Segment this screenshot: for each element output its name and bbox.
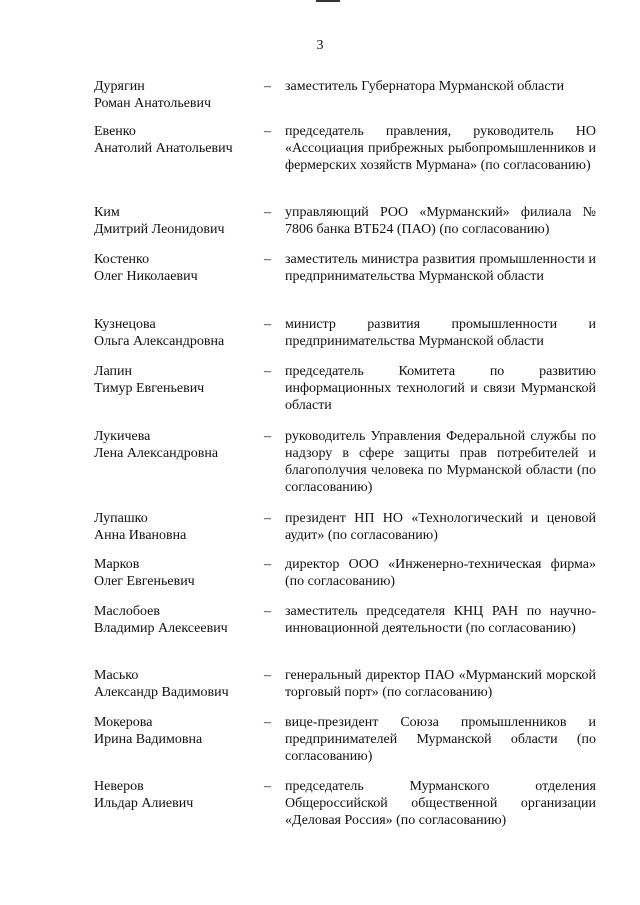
dash-separator: – [264, 79, 271, 94]
member-surname: Лукичева [94, 429, 151, 444]
member-role: заместитель министра развития промышленности и предпринимательства Мурманской области [285, 252, 596, 284]
member-name [94, 667, 264, 701]
member-surname: Дурягин [94, 79, 145, 94]
dash-separator: – [264, 429, 271, 444]
member-given-name: Олег Евгеньевич [94, 574, 195, 589]
member-surname: Маслобоев [94, 604, 160, 619]
page-number: 3 [316, 38, 324, 53]
member-given-name: Олег Николаевич [94, 269, 198, 284]
member-given-name: Владимир Алексеевич [94, 621, 228, 636]
dash-separator: – [264, 364, 271, 379]
member-given-name: Ильдар Алиевич [94, 796, 194, 811]
member-surname: Неверов [94, 779, 144, 794]
member-name [94, 510, 264, 544]
member-role: директор ООО «Инженерно-техническая фирма» (по согласованию) [285, 557, 596, 589]
member-role: заместитель Губернатора Мурманской области [285, 79, 565, 94]
member-name [94, 556, 264, 590]
member-surname: Костенко [94, 252, 150, 267]
member-name [94, 363, 264, 397]
member-role: министр развития промышленности и предпринимательства Мурманской области [285, 317, 596, 349]
dash-separator: – [264, 779, 271, 794]
member-given-name: Тимур Евгеньевич [94, 381, 205, 396]
member-surname: Марков [94, 557, 140, 572]
member-name [94, 428, 264, 462]
member-name [94, 123, 264, 157]
member-role: председатель Мурманского отделения Общероссийской общественной организации «Деловая Россия» (по согласованию) [285, 779, 596, 828]
member-given-name: Александр Вадимович [94, 685, 229, 700]
member-given-name: Лена Александровна [94, 446, 219, 461]
member-surname: Евенко [94, 124, 136, 139]
member-surname: Лапин [94, 364, 133, 379]
member-name [94, 78, 264, 112]
member-surname: Ким [94, 205, 120, 220]
member-role: председатель правления, руководитель НО «Ассоциация прибрежных рыбопромышленников и фермерских хозяйств Мурмана» (по согласованию) [285, 124, 596, 173]
member-name [94, 603, 264, 637]
dash-separator: – [264, 252, 271, 267]
dash-separator: – [264, 205, 271, 220]
dash-separator: – [264, 668, 271, 683]
member-role: управляющий РОО «Мурманский» филиала № 7806 банка ВТБ24 (ПАО) (по согласованию) [285, 205, 596, 237]
member-role: генеральный директор ПАО «Мурманский морской торговый порт» (по согласованию) [285, 668, 596, 700]
member-given-name: Анна Ивановна [94, 528, 187, 543]
member-given-name: Ирина Вадимовна [94, 732, 203, 747]
dash-separator: – [264, 124, 271, 139]
dash-separator: – [264, 604, 271, 619]
member-name [94, 778, 264, 812]
member-role: руководитель Управления Федеральной службы по надзору в сфере защиты прав потребителей и благополучия человека по Мурманской области (по согласованию) [285, 429, 596, 495]
member-surname: Лупашко [94, 511, 148, 526]
member-name [94, 714, 264, 748]
dash-separator: – [264, 317, 271, 332]
dash-separator: – [264, 557, 271, 572]
member-name [94, 316, 264, 350]
dash-separator: – [264, 511, 271, 526]
member-role: заместитель председателя КНЦ РАН по научно-инновационной деятельности (по согласованию) [285, 604, 596, 636]
member-name [94, 251, 264, 285]
member-role: президент НП НО «Технологический и ценовой аудит» (по согласованию) [285, 511, 596, 543]
member-given-name: Дмитрий Леонидович [94, 222, 225, 237]
member-given-name: Ольга Александровна [94, 334, 225, 349]
member-surname: Мокерова [94, 715, 153, 730]
member-surname: Масько [94, 668, 139, 683]
member-given-name: Роман Анатольевич [94, 96, 212, 111]
dash-separator: – [264, 715, 271, 730]
member-surname: Кузнецова [94, 317, 156, 332]
member-role: председатель Комитета по развитию информационных технологий и связи Мурманской области [285, 364, 596, 413]
member-given-name: Анатолий Анатольевич [94, 141, 233, 156]
member-role: вице-президент Союза промышленников и предпринимателей Мурманской области (по согласованию) [285, 715, 596, 764]
member-name [94, 204, 264, 238]
